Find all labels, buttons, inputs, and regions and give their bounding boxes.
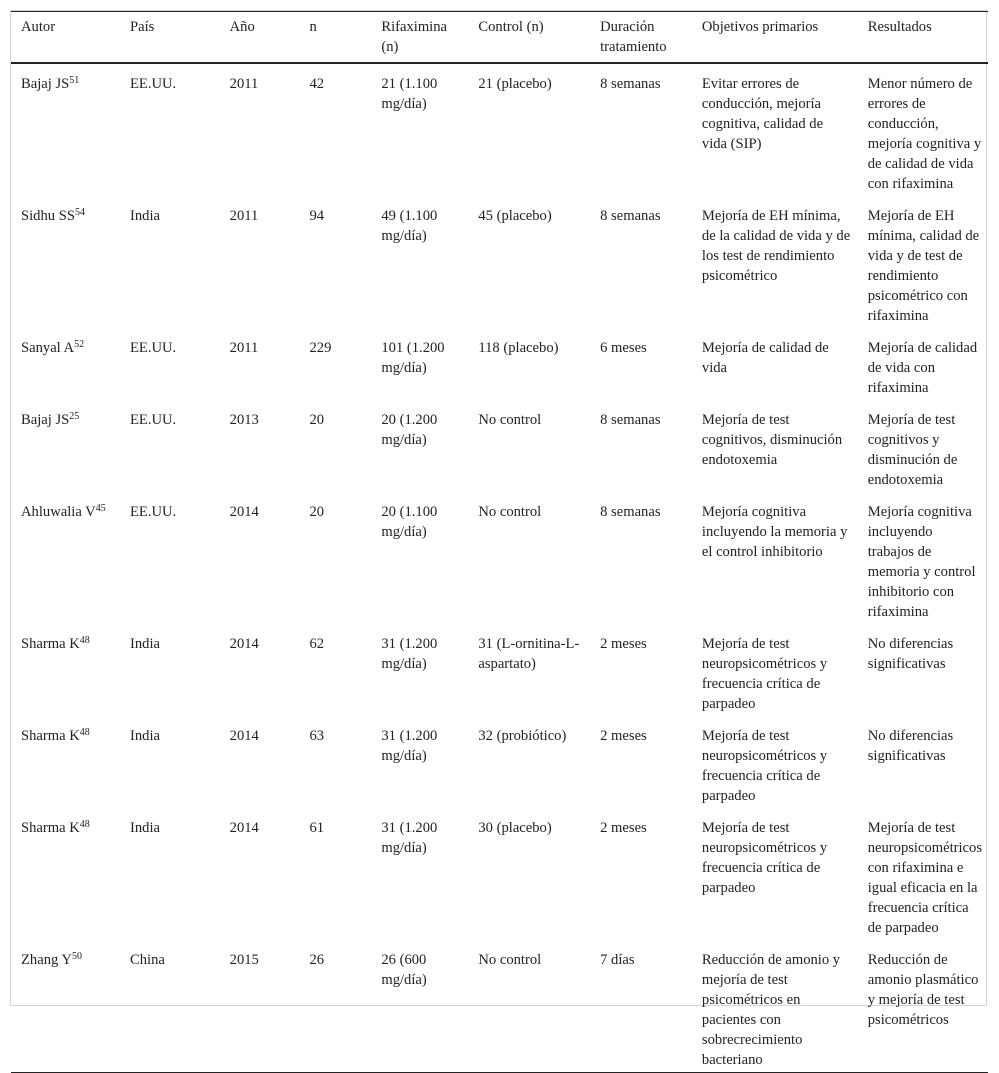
cell-year: 2014	[229, 636, 259, 652]
cell-n: 20	[309, 504, 325, 520]
table-row	[11, 716, 988, 808]
cell-year: 2013	[229, 412, 259, 428]
cell-control: 45 (placebo)	[478, 208, 552, 224]
reference-number: 51	[69, 75, 80, 86]
cell-control: No control	[478, 412, 542, 428]
cell-results: Mejoría de test neuropsicométricos con rifaximina e igual eficacia en la frecuencia crítica de parpadeo	[867, 820, 983, 936]
cell-rifaximin: 26 (600 mg/día)	[381, 952, 427, 988]
cell-country: EE.UU.	[129, 412, 177, 428]
reference-number: 45	[95, 503, 106, 514]
cell-rifaximin: 31 (1.200 mg/día)	[381, 636, 438, 672]
studies-table	[11, 11, 988, 1073]
cell-results: Menor número de errores de conducción, mejoría cognitiva y de calidad de vida con rifaximina	[867, 76, 982, 192]
header-n: n	[309, 19, 317, 35]
cell-objectives: Mejoría de test neuropsicométricos y frecuencia crítica de parpadeo	[701, 728, 828, 804]
cell-objectives: Mejoría cognitiva incluyendo la memoria y el control inhibitorio	[701, 504, 848, 560]
header-ano: Año	[229, 19, 255, 35]
reference-number: 48	[79, 635, 90, 646]
cell-country: India	[129, 728, 160, 744]
cell-country: India	[129, 208, 160, 224]
table-row	[11, 940, 988, 1073]
cell-country: EE.UU.	[129, 504, 177, 520]
cell-n: 229	[309, 340, 332, 356]
header-objetivos: Objetivos primarios	[701, 19, 819, 35]
cell-duration: 8 semanas	[600, 76, 661, 92]
cell-results: No diferencias significativas	[867, 728, 954, 764]
cell-author	[11, 624, 120, 716]
cell-n: 26	[309, 952, 325, 968]
cell-year: 2014	[229, 728, 259, 744]
header-resultados: Resultados	[867, 19, 932, 35]
header-row	[11, 12, 988, 64]
table-row	[11, 196, 988, 328]
reference-number: 48	[79, 727, 90, 738]
cell-duration: 8 semanas	[600, 504, 661, 520]
reference-number: 52	[74, 339, 85, 350]
cell-author	[11, 716, 120, 808]
cell-objectives: Mejoría de test cognitivos, disminución endotoxemia	[701, 412, 843, 468]
header-autor: Autor	[21, 19, 56, 35]
cell-objectives: Mejoría de calidad de vida	[701, 340, 829, 376]
cell-rifaximin: 49 (1.100 mg/día)	[381, 208, 438, 244]
header-pais: País	[129, 19, 155, 35]
cell-country: India	[129, 820, 160, 836]
reference-number: 54	[74, 207, 85, 218]
cell-country: India	[129, 636, 160, 652]
cell-n: 42	[309, 76, 325, 92]
cell-author	[11, 940, 120, 1073]
cell-duration: 8 semanas	[600, 208, 661, 224]
table-row	[11, 492, 988, 624]
cell-year: 2011	[229, 76, 259, 92]
cell-duration: 2 meses	[600, 728, 647, 744]
header-duracion: Duración tratamiento	[600, 19, 667, 55]
cell-results: Mejoría cognitiva incluyendo trabajos de memoria y control inhibitorio con rifaximina	[867, 504, 976, 620]
table-row	[11, 808, 988, 940]
reference-number: 48	[79, 819, 90, 830]
cell-control: 32 (probiótico)	[478, 728, 567, 744]
cell-results: Mejoría de calidad de vida con rifaximina	[867, 340, 978, 396]
author-name: Bajaj JS	[21, 412, 70, 428]
cell-duration: 6 meses	[600, 340, 647, 356]
cell-rifaximin: 21 (1.100 mg/día)	[381, 76, 438, 112]
table-row	[11, 624, 988, 716]
cell-year: 2011	[229, 208, 259, 224]
author-name: Sharma K	[21, 636, 80, 652]
cell-control: 30 (placebo)	[478, 820, 552, 836]
table-row	[11, 63, 988, 196]
cell-rifaximin: 20 (1.100 mg/día)	[381, 504, 438, 540]
author-name: Sanyal A	[21, 340, 75, 356]
table-body	[11, 63, 988, 1073]
cell-results: Mejoría de EH mínima, calidad de vida y de test de rendimiento psicométrico con rifaximina	[867, 208, 980, 324]
cell-results: No diferencias significativas	[867, 636, 954, 672]
cell-year: 2014	[229, 820, 259, 836]
header-control: Control (n)	[478, 19, 544, 35]
cell-objectives: Evitar errores de conducción, mejoría cognitiva, calidad de vida (SIP)	[701, 76, 824, 152]
cell-country: China	[129, 952, 165, 968]
cell-objectives: Mejoría de EH mínima, de la calidad de vida y de los test de rendimiento psicométrico	[701, 208, 851, 284]
header-rifaximina: Rifaximina (n)	[381, 19, 448, 55]
cell-author	[11, 492, 120, 624]
cell-author	[11, 196, 120, 328]
author-name: Sidhu SS	[21, 208, 75, 224]
cell-n: 20	[309, 412, 325, 428]
cell-n: 62	[309, 636, 325, 652]
cell-n: 94	[309, 208, 325, 224]
cell-duration: 7 días	[600, 952, 635, 968]
cell-author	[11, 400, 120, 492]
author-name: Sharma K	[21, 820, 80, 836]
cell-rifaximin: 20 (1.200 mg/día)	[381, 412, 438, 448]
cell-objectives: Mejoría de test neuropsicométricos y frecuencia crítica de parpadeo	[701, 820, 828, 896]
cell-country: EE.UU.	[129, 340, 177, 356]
cell-n: 61	[309, 820, 325, 836]
table-row	[11, 328, 988, 400]
reference-number: 25	[69, 411, 80, 422]
cell-results: Reducción de amonio plasmático y mejoría de test psicométricos	[867, 952, 979, 1028]
cell-year: 2014	[229, 504, 259, 520]
cell-duration: 2 meses	[600, 820, 647, 836]
cell-rifaximin: 101 (1.200 mg/día)	[381, 340, 445, 376]
cell-author	[11, 63, 120, 196]
author-name: Zhang Y	[21, 952, 72, 968]
cell-year: 2011	[229, 340, 259, 356]
cell-duration: 2 meses	[600, 636, 647, 652]
cell-n: 63	[309, 728, 325, 744]
cell-control: 21 (placebo)	[478, 76, 552, 92]
cell-control: 118 (placebo)	[478, 340, 559, 356]
author-name: Ahluwalia V	[21, 504, 96, 520]
cell-country: EE.UU.	[129, 76, 177, 92]
table-header	[11, 12, 988, 64]
cell-control: No control	[478, 952, 542, 968]
cell-author	[11, 808, 120, 940]
cell-duration: 8 semanas	[600, 412, 661, 428]
cell-rifaximin: 31 (1.200 mg/día)	[381, 820, 438, 856]
cell-year: 2015	[229, 952, 259, 968]
cell-author	[11, 328, 120, 400]
reference-number: 50	[71, 951, 82, 962]
cell-objectives: Reducción de amonio y mejoría de test psicométricos en pacientes con sobrecrecimiento bacteriano	[701, 952, 841, 1068]
table-row	[11, 400, 988, 492]
cell-results: Mejoría de test cognitivos y disminución de endotoxemia	[867, 412, 958, 488]
cell-control: 31 (L-ornitina-L-aspartato)	[478, 636, 580, 672]
author-name: Sharma K	[21, 728, 80, 744]
cell-objectives: Mejoría de test neuropsicométricos y frecuencia crítica de parpadeo	[701, 636, 828, 712]
cell-rifaximin: 31 (1.200 mg/día)	[381, 728, 438, 764]
cell-control: No control	[478, 504, 542, 520]
author-name: Bajaj JS	[21, 76, 70, 92]
